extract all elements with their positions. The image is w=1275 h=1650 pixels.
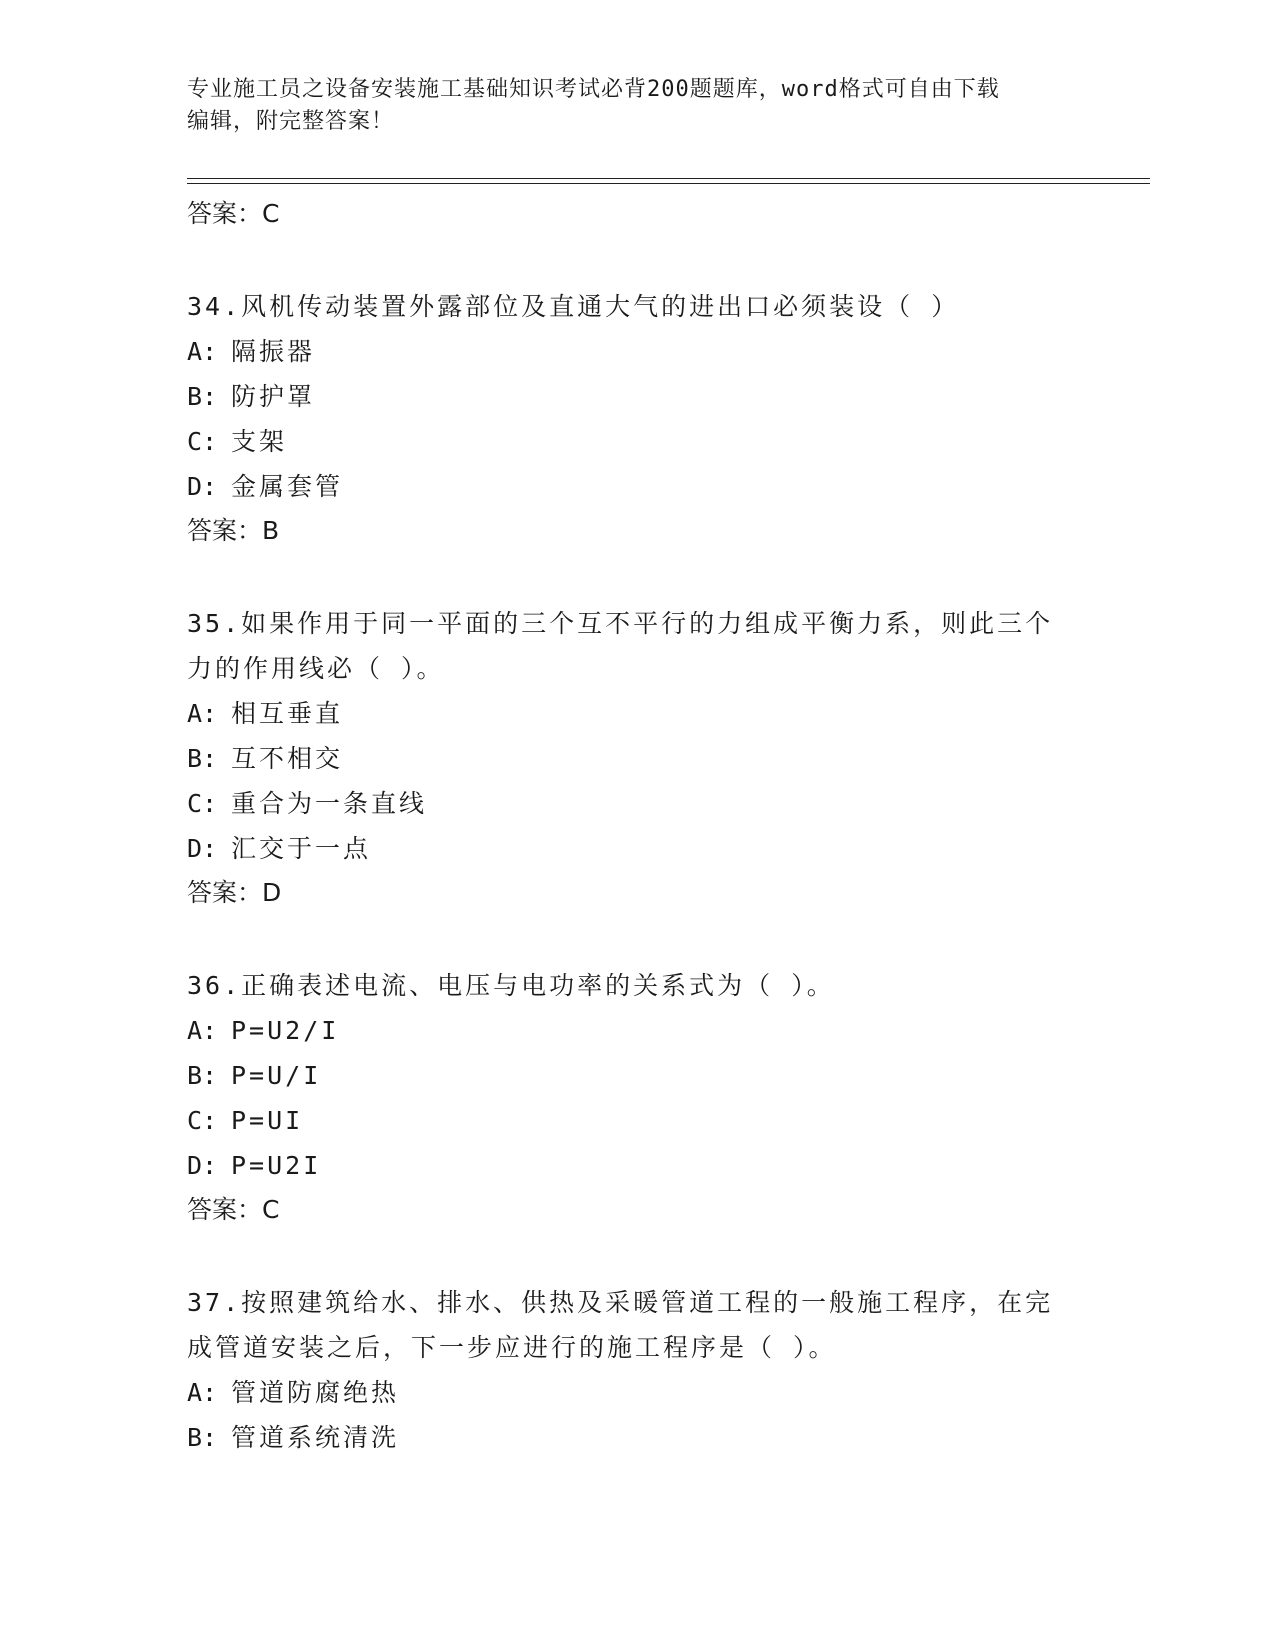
option-key: C: [187, 1106, 218, 1135]
option-a [187, 691, 1087, 736]
option-text: 汇交于一点 [231, 834, 372, 863]
option-text: 相互垂直 [231, 699, 344, 728]
option-a [187, 1008, 1087, 1053]
option-a [187, 329, 1087, 374]
option-text: 互不相交 [231, 744, 344, 773]
question-line: 35.如果作用于同一平面的三个互不平行的力组成平衡力系，则此三个 [187, 609, 1054, 638]
question-block [187, 284, 1087, 553]
question-line: 36.正确表述电流、电压与电功率的关系式为（ ）。 [187, 971, 835, 1000]
spacer [187, 915, 1087, 963]
option-key: C: [187, 427, 218, 456]
option-key: B: [187, 1061, 218, 1090]
header-line-2: 编辑，附完整答案！ [187, 109, 395, 134]
answer-line: 答案：C [187, 1195, 280, 1224]
option-text: P=UI [231, 1106, 304, 1135]
header-divider-top [187, 178, 1150, 179]
option-c [187, 1098, 1087, 1143]
option-text: 隔振器 [231, 337, 316, 366]
option-key: D: [187, 834, 218, 863]
question-text [187, 1280, 1087, 1370]
option-d [187, 826, 1087, 871]
option-text: 管道防腐绝热 [231, 1378, 400, 1407]
option-key: A: [187, 699, 218, 728]
question-line: 力的作用线必（ ）。 [187, 654, 445, 683]
option-text: 管道系统清洗 [231, 1423, 400, 1452]
question-text [187, 601, 1087, 691]
option-d [187, 1143, 1087, 1188]
spacer [187, 1232, 1087, 1280]
question-block [187, 963, 1087, 1232]
question-line: 37.按照建筑给水、排水、供热及采暖管道工程的一般施工程序，在完 [187, 1288, 1054, 1317]
option-a [187, 1370, 1087, 1415]
option-d [187, 464, 1087, 509]
option-text: 金属套管 [231, 472, 344, 501]
question-line: 成管道安装之后，下一步应进行的施工程序是（ ）。 [187, 1333, 837, 1362]
option-text: P=U2I [231, 1151, 322, 1180]
question-block [187, 1280, 1087, 1460]
option-text: P=U/I [231, 1061, 322, 1090]
option-key: A: [187, 1016, 218, 1045]
option-key: A: [187, 1378, 218, 1407]
option-key: B: [187, 1423, 218, 1452]
option-key: A: [187, 337, 218, 366]
option-b [187, 736, 1087, 781]
document-header [187, 74, 1087, 138]
option-key: D: [187, 1151, 218, 1180]
option-text: 支架 [231, 427, 288, 456]
question-text [187, 284, 1087, 329]
option-b [187, 1053, 1087, 1098]
option-b [187, 374, 1087, 419]
question-text [187, 963, 1087, 1008]
question-line: 34.风机传动装置外露部位及直通大气的进出口必须装设（ ） [187, 292, 960, 321]
answer-line: 答案：C [187, 199, 280, 228]
option-key: C: [187, 789, 218, 818]
answer-line: 答案：B [187, 516, 280, 545]
option-text: 防护罩 [231, 382, 316, 411]
option-text: P=U2/I [231, 1016, 340, 1045]
spacer [187, 236, 1087, 284]
question-block [187, 601, 1087, 915]
option-c [187, 419, 1087, 464]
option-key: B: [187, 382, 218, 411]
answer-line: 答案：D [187, 878, 282, 907]
question-list [187, 192, 1087, 1460]
option-text: 重合为一条直线 [231, 789, 428, 818]
option-c [187, 781, 1087, 826]
option-b [187, 1415, 1087, 1460]
header-line-1: 专业施工员之设备安装施工基础知识考试必背200题题库，word格式可自由下载 [187, 77, 1000, 102]
header-divider-bottom [187, 183, 1150, 184]
spacer [187, 553, 1087, 601]
option-key: B: [187, 744, 218, 773]
option-key: D: [187, 472, 218, 501]
